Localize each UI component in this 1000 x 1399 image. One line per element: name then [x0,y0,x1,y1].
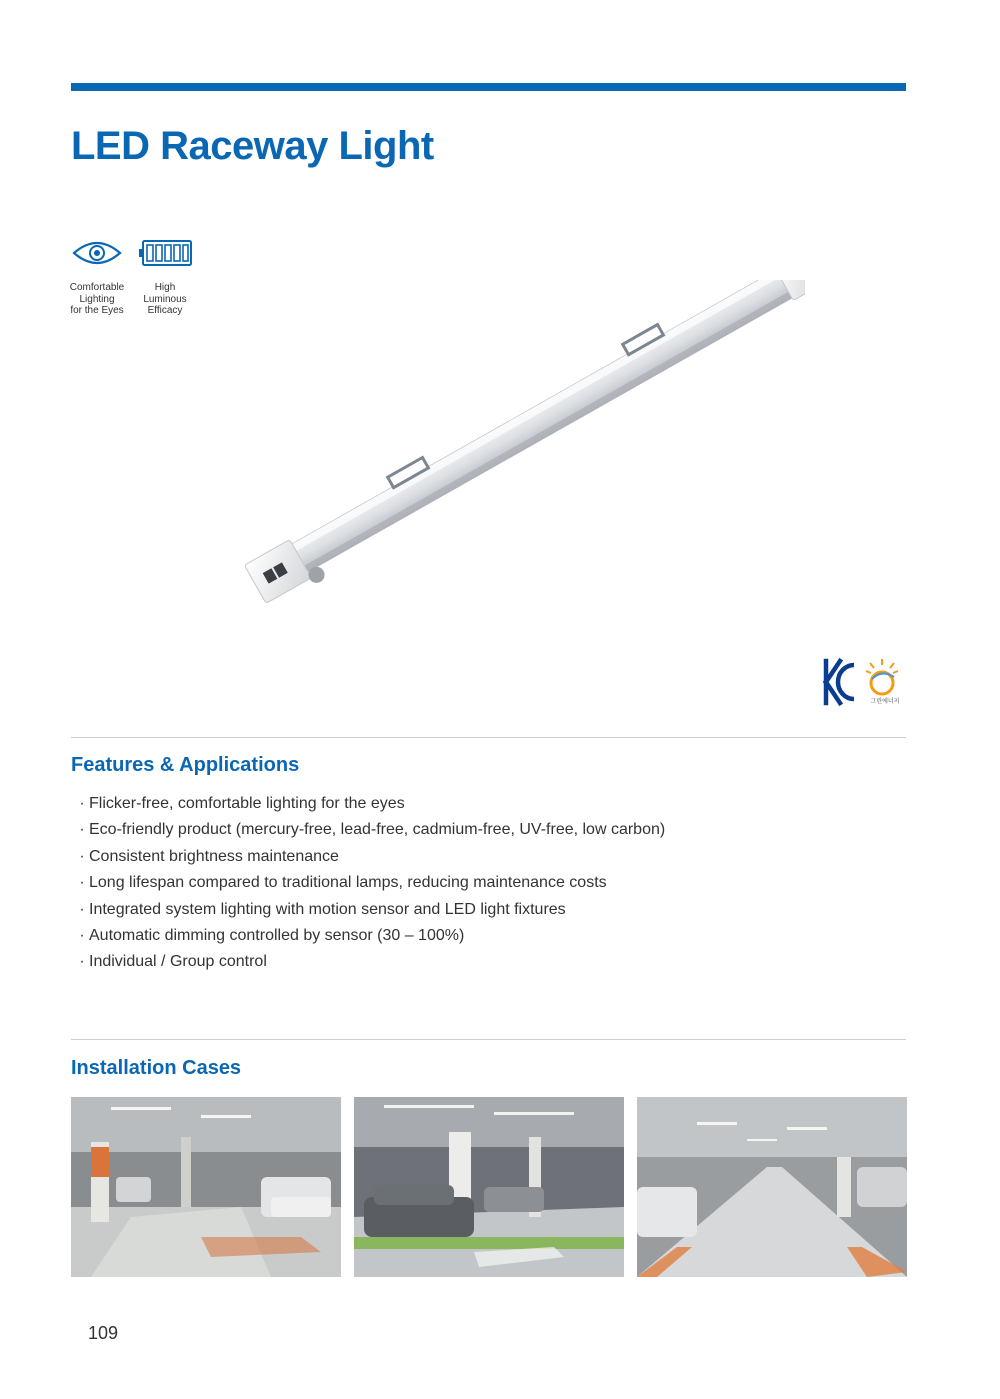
list-item: · Eco-friendly product (mercury-free, lead-free, cadmium-free, UV-free, low carbon) [75,817,665,843]
feature-label: Comfortable Lighting for the Eyes [69,282,125,316]
feature-comfortable-lighting [66,236,128,317]
page-title: LED Raceway Light [71,124,434,168]
header-accent-bar [71,83,906,91]
list-item: · Long lifespan compared to traditional lamps, reducing maintenance costs [75,870,665,896]
list-item: · Consistent brightness maintenance [75,844,665,870]
list-item: · Individual / Group control [75,949,665,975]
kc-mark-icon [826,661,854,703]
features-list [75,791,665,976]
parking-garage-photo-2 [354,1097,624,1277]
battery-icon [138,236,192,270]
feature-label: High Luminous Efficacy [143,282,187,316]
parking-garage-photo-1 [71,1097,341,1277]
eco-label-icon [866,659,899,705]
parking-garage-photo-3 [637,1097,907,1277]
eco-label-text: 그린에너지 [870,698,900,705]
installation-photos [71,1097,907,1277]
list-item: · Integrated system lighting with motion sensor and LED light fixtures [75,897,665,923]
feature-icons [66,236,196,317]
list-item: · Automatic dimming controlled by sensor (30 – 100%) [75,923,665,949]
list-item: · Flicker-free, comfortable lighting for the eyes [75,791,665,817]
certification-logos [820,655,910,707]
page-number: 109 [88,1323,119,1343]
feature-high-luminous-efficacy [134,236,196,317]
eye-icon [71,236,123,270]
installation-section-title: Installation Cases [71,1057,242,1079]
section-divider [71,737,906,738]
features-section-title: Features & Applications [71,754,300,776]
product-image [225,280,805,610]
section-divider [71,1039,906,1040]
